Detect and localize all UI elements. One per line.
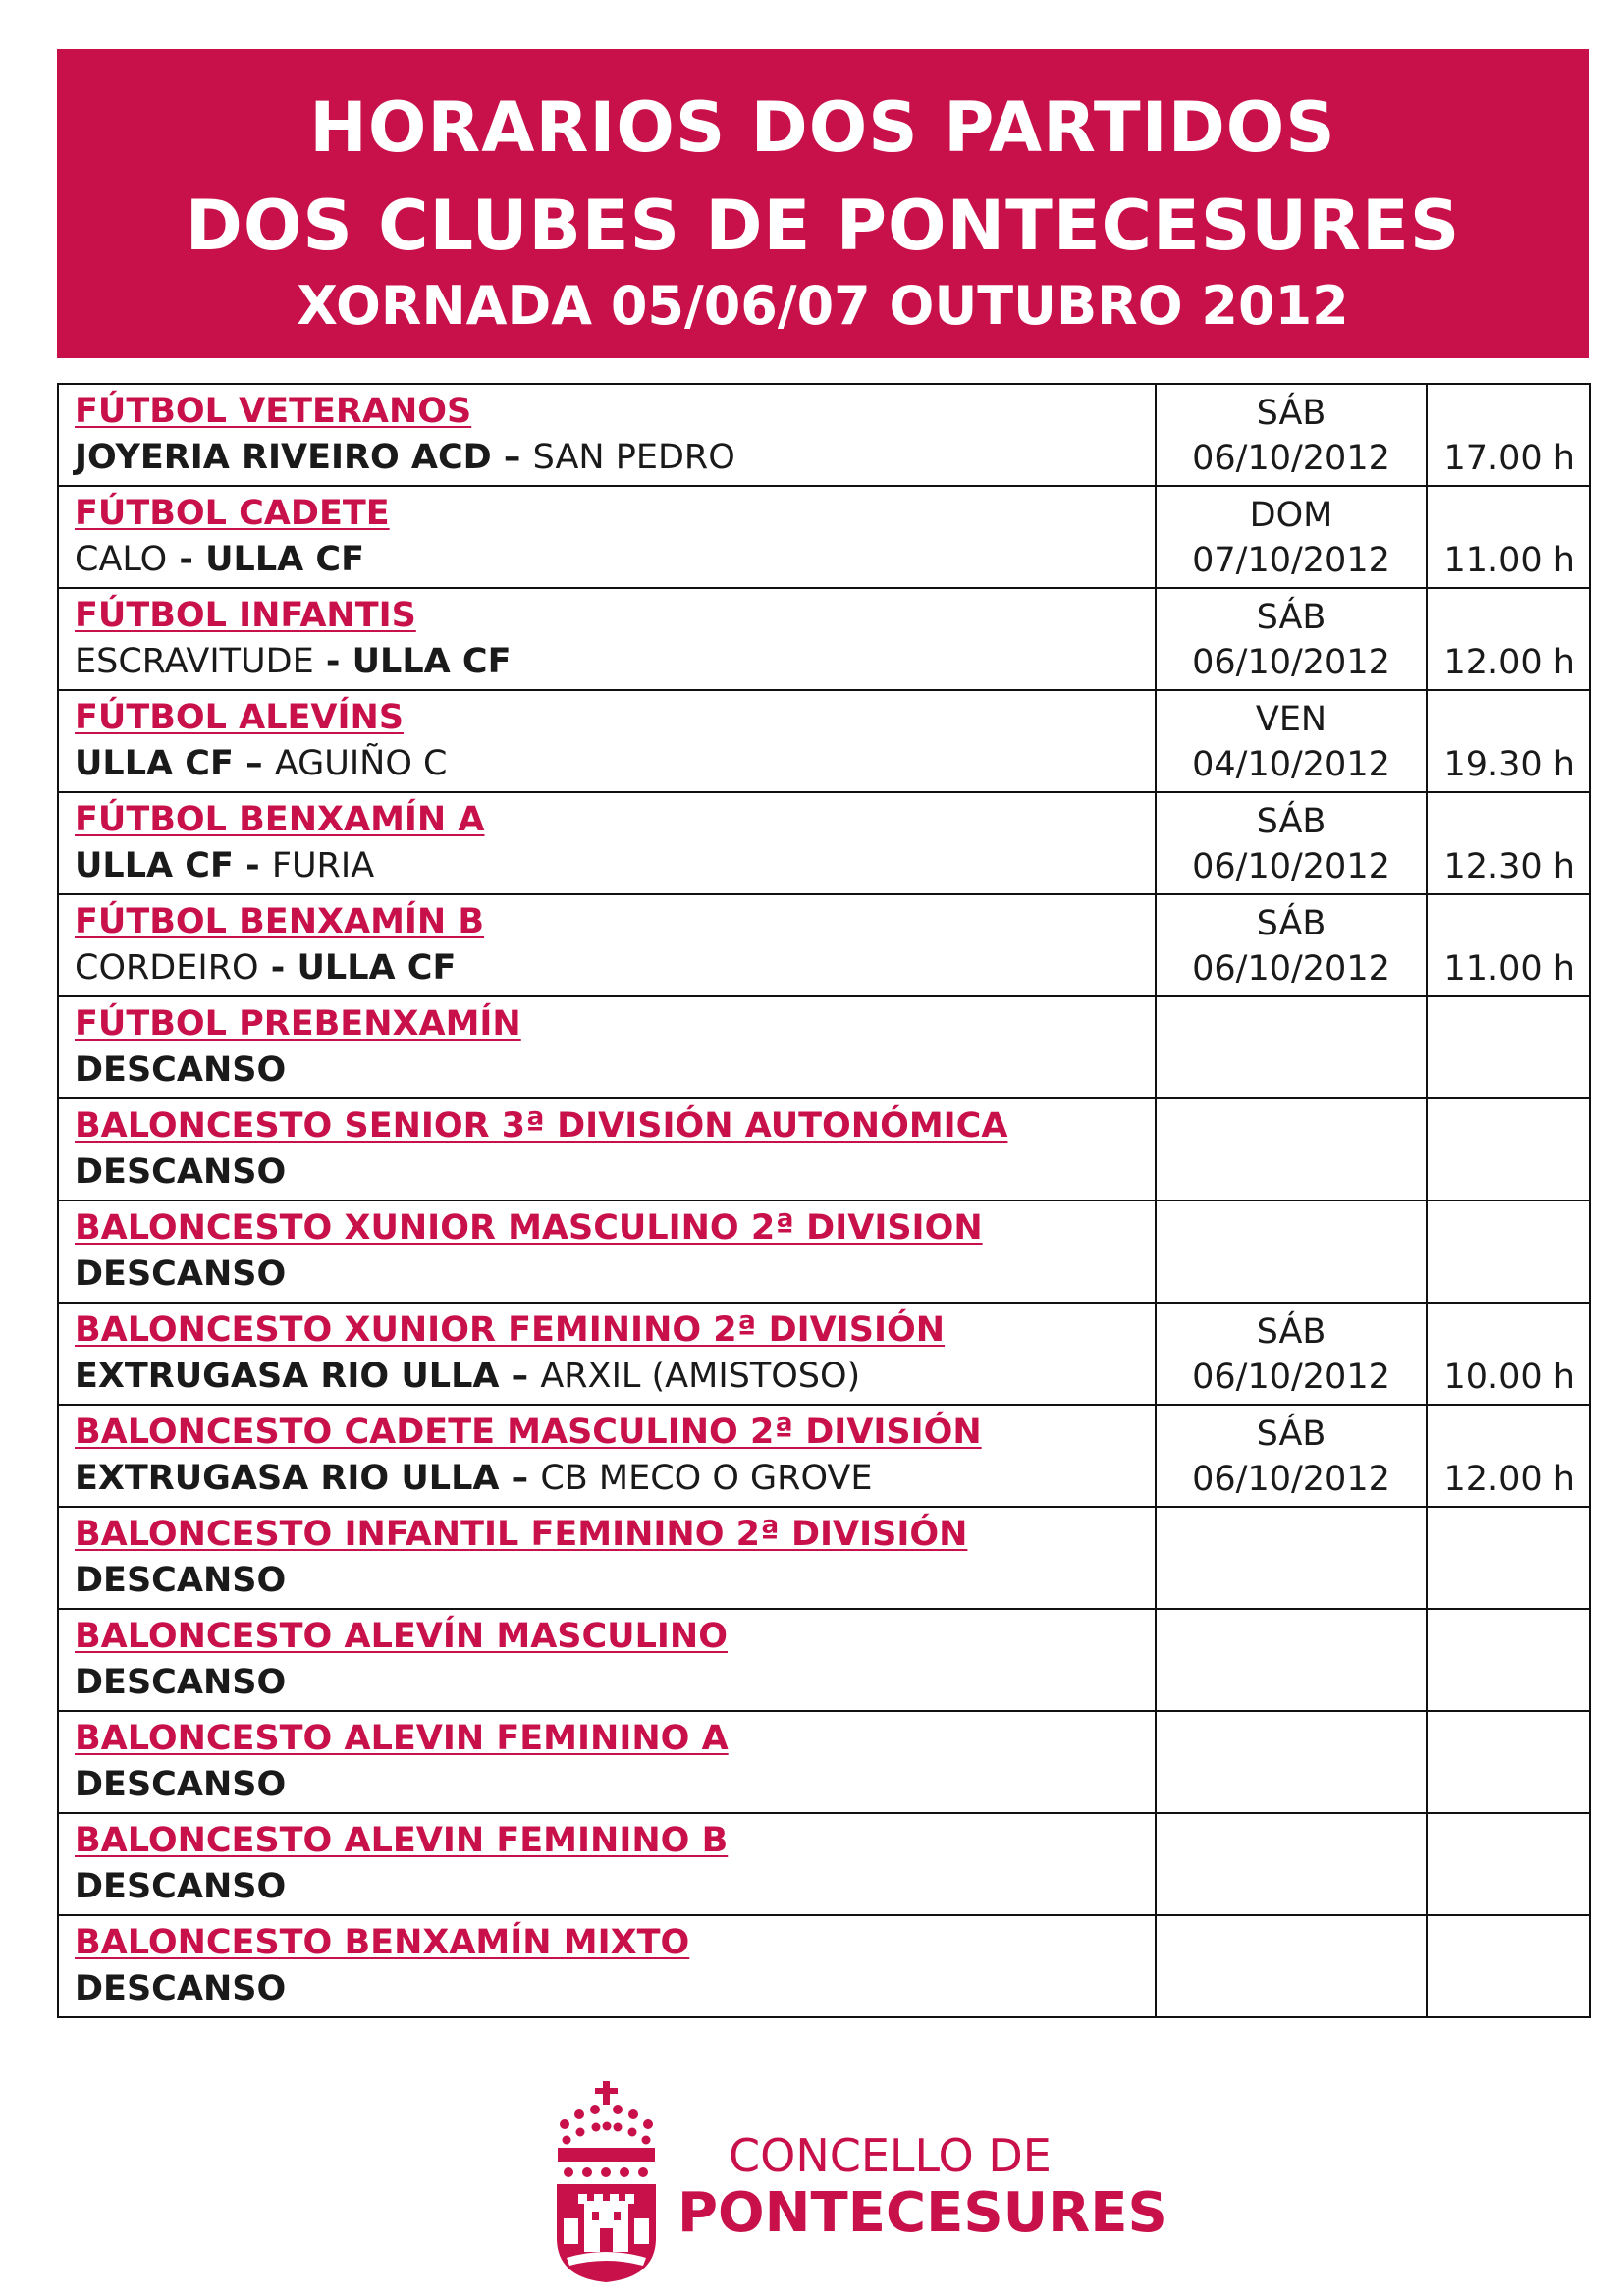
- away-team: ARXIL (AMISTOSO): [540, 1357, 861, 1396]
- match-teams: [75, 1965, 1155, 2012]
- header-banner: [57, 49, 1589, 358]
- match-time: 12.00 h: [1443, 1460, 1575, 1499]
- away-team: AGUIÑO C: [274, 744, 448, 783]
- match-teams: [75, 1557, 1155, 1604]
- category-label: FÚTBOL VETERANOS: [75, 392, 472, 431]
- match-cell: [58, 1405, 1156, 1507]
- time-cell: [1427, 1609, 1590, 1711]
- match-teams: [75, 638, 1155, 685]
- match-time: [1428, 1814, 1589, 1865]
- match-cell: [58, 1507, 1156, 1609]
- date-cell: [1156, 1405, 1427, 1507]
- time-cell: [1427, 996, 1590, 1098]
- category-label: BALONCESTO BENXAMÍN MIXTO: [75, 1923, 690, 1962]
- match-day: [1157, 1712, 1426, 1718]
- home-team: DESCANSO: [75, 1765, 287, 1804]
- date-cell: [1156, 1201, 1427, 1303]
- match-teams: [75, 842, 1155, 889]
- match-row: [58, 1098, 1590, 1201]
- match-cell: [58, 1711, 1156, 1813]
- match-cell: [58, 996, 1156, 1098]
- home-team: DESCANSO: [75, 1969, 287, 2008]
- match-teams: [75, 1251, 1155, 1298]
- time-cell: [1427, 1507, 1590, 1609]
- match-day: SÁB: [1256, 598, 1326, 637]
- date-cell: [1156, 894, 1427, 996]
- date-cell: [1156, 1915, 1427, 2017]
- match-time: [1428, 1610, 1589, 1661]
- home-team: ULLA CF: [75, 744, 234, 783]
- match-cell: [58, 1915, 1156, 2017]
- category-label: FÚTBOL BENXAMÍN B: [75, 902, 485, 941]
- category-label: BALONCESTO CADETE MASCULINO 2ª DIVISIÓN: [75, 1413, 982, 1452]
- match-teams: [75, 536, 1155, 583]
- time-cell: [1427, 486, 1590, 588]
- match-row: [58, 1609, 1590, 1711]
- match-cell: [58, 588, 1156, 690]
- match-row: [58, 690, 1590, 792]
- match-row: [58, 1915, 1590, 2017]
- match-time: [1428, 1508, 1589, 1559]
- match-day: VEN: [1255, 700, 1327, 739]
- home-team: DESCANSO: [75, 1050, 287, 1090]
- match-cell: [58, 1813, 1156, 1915]
- date-cell: [1156, 1609, 1427, 1711]
- match-day: SÁB: [1256, 1312, 1326, 1352]
- match-date: 06/10/2012: [1192, 643, 1390, 682]
- match-date: 06/10/2012: [1192, 949, 1390, 988]
- match-time: [1428, 997, 1589, 1048]
- match-date: 07/10/2012: [1192, 541, 1390, 580]
- subtitle: XORNADA 05/06/07 OUTUBRO 2012: [297, 275, 1349, 337]
- match-day: SÁB: [1256, 1415, 1326, 1454]
- match-day: [1157, 1099, 1426, 1105]
- team-separator: –: [499, 1357, 541, 1396]
- category-label: BALONCESTO XUNIOR FEMININO 2ª DIVISIÓN: [75, 1310, 946, 1350]
- match-row: [58, 1405, 1590, 1507]
- team-separator: -: [167, 540, 206, 579]
- municipal-crest-icon: [555, 2081, 658, 2282]
- match-day: SÁB: [1256, 802, 1326, 841]
- match-day: [1157, 997, 1426, 1003]
- team-separator: –: [499, 1459, 541, 1498]
- match-day: SÁB: [1256, 904, 1326, 943]
- away-team: ULLA CF: [205, 540, 364, 579]
- team-separator: -: [258, 948, 298, 988]
- category-label: BALONCESTO ALEVIN FEMININO B: [75, 1821, 729, 1860]
- away-team: ULLA CF: [297, 948, 457, 988]
- away-team: FURIA: [271, 846, 375, 885]
- away-team: SAN PEDRO: [532, 438, 735, 477]
- time-cell: [1427, 1405, 1590, 1507]
- home-team: CORDEIRO: [75, 948, 259, 988]
- match-cell: [58, 1098, 1156, 1201]
- team-separator: -: [313, 642, 352, 681]
- match-teams: [75, 740, 1155, 787]
- home-team: DESCANSO: [75, 1255, 287, 1294]
- category-label: FÚTBOL BENXAMÍN A: [75, 800, 485, 839]
- time-cell: [1427, 690, 1590, 792]
- time-cell: [1427, 384, 1590, 486]
- category-label: FÚTBOL CADETE: [75, 494, 390, 533]
- match-time: 10.00 h: [1443, 1358, 1575, 1397]
- match-cell: [58, 1609, 1156, 1711]
- match-row: [58, 894, 1590, 996]
- match-time: 17.00 h: [1443, 439, 1575, 478]
- time-cell: [1427, 1813, 1590, 1915]
- category-label: FÚTBOL ALEVÍNS: [75, 698, 405, 737]
- match-teams: [75, 1148, 1155, 1196]
- match-teams: [75, 1659, 1155, 1706]
- match-teams: [75, 1353, 1155, 1400]
- category-label: FÚTBOL PREBENXAMÍN: [75, 1004, 521, 1043]
- match-teams: [75, 1863, 1155, 1910]
- schedule-table: [57, 383, 1591, 2018]
- date-cell: [1156, 384, 1427, 486]
- match-day: SÁB: [1256, 394, 1326, 433]
- match-row: [58, 1201, 1590, 1303]
- date-cell: [1156, 1098, 1427, 1201]
- footer-line-1: CONCELLO DE: [729, 2129, 1052, 2182]
- time-cell: [1427, 1201, 1590, 1303]
- match-time: [1428, 1201, 1589, 1253]
- home-team: ULLA CF: [75, 846, 234, 885]
- date-cell: [1156, 996, 1427, 1098]
- match-teams: [75, 944, 1155, 991]
- match-teams: [75, 1761, 1155, 1808]
- match-date: 06/10/2012: [1192, 1358, 1390, 1397]
- match-cell: [58, 384, 1156, 486]
- match-cell: [58, 792, 1156, 894]
- category-label: BALONCESTO XUNIOR MASCULINO 2ª DIVISION: [75, 1208, 983, 1248]
- match-time: [1428, 1712, 1589, 1763]
- home-team: DESCANSO: [75, 1867, 287, 1906]
- time-cell: [1427, 1915, 1590, 2017]
- title-line-1: HORARIOS DOS PARTIDOS: [309, 87, 1336, 168]
- match-row: [58, 486, 1590, 588]
- match-cell: [58, 486, 1156, 588]
- date-cell: [1156, 1813, 1427, 1915]
- match-cell: [58, 690, 1156, 792]
- match-day: [1157, 1814, 1426, 1820]
- home-team: DESCANSO: [75, 1663, 287, 1702]
- date-cell: [1156, 1303, 1427, 1405]
- match-day: [1157, 1916, 1426, 1922]
- time-cell: [1427, 894, 1590, 996]
- match-cell: [58, 894, 1156, 996]
- category-label: BALONCESTO SENIOR 3ª DIVISIÓN AUTONÓMICA: [75, 1106, 1008, 1146]
- match-day: [1157, 1201, 1426, 1207]
- time-cell: [1427, 1711, 1590, 1813]
- match-row: [58, 384, 1590, 486]
- match-teams: [75, 1455, 1155, 1502]
- match-day: DOM: [1249, 496, 1333, 535]
- match-time: 12.30 h: [1443, 847, 1575, 886]
- team-separator: –: [233, 744, 275, 783]
- category-label: BALONCESTO INFANTIL FEMININO 2ª DIVISIÓN: [75, 1515, 968, 1554]
- match-time: 19.30 h: [1443, 745, 1575, 784]
- match-row: [58, 588, 1590, 690]
- match-date: 06/10/2012: [1192, 1460, 1390, 1499]
- time-cell: [1427, 792, 1590, 894]
- home-team: ESCRAVITUDE: [75, 642, 314, 681]
- match-teams: [75, 434, 1155, 481]
- match-row: [58, 1507, 1590, 1609]
- home-team: DESCANSO: [75, 1152, 287, 1192]
- match-time: [1428, 1099, 1589, 1150]
- away-team: ULLA CF: [352, 642, 512, 681]
- date-cell: [1156, 486, 1427, 588]
- team-separator: –: [491, 438, 533, 477]
- date-cell: [1156, 1711, 1427, 1813]
- match-time: 11.00 h: [1443, 541, 1575, 580]
- match-row: [58, 1813, 1590, 1915]
- time-cell: [1427, 588, 1590, 690]
- match-time: 12.00 h: [1443, 643, 1575, 682]
- match-row: [58, 1303, 1590, 1405]
- match-row: [58, 1711, 1590, 1813]
- home-team: EXTRUGASA RIO ULLA: [75, 1459, 500, 1498]
- match-cell: [58, 1201, 1156, 1303]
- match-date: 06/10/2012: [1192, 847, 1390, 886]
- team-separator: -: [233, 846, 272, 885]
- match-date: 04/10/2012: [1192, 745, 1390, 784]
- category-label: FÚTBOL INFANTIS: [75, 596, 416, 635]
- match-date: 06/10/2012: [1192, 439, 1390, 478]
- match-teams: [75, 1046, 1155, 1094]
- away-team: CB MECO O GROVE: [540, 1459, 873, 1498]
- category-label: BALONCESTO ALEVIN FEMININO A: [75, 1719, 729, 1758]
- match-time: 11.00 h: [1443, 949, 1575, 988]
- home-team: CALO: [75, 540, 168, 579]
- date-cell: [1156, 690, 1427, 792]
- match-time: [1428, 1916, 1589, 1967]
- home-team: DESCANSO: [75, 1561, 287, 1600]
- match-cell: [58, 1303, 1156, 1405]
- home-team: EXTRUGASA RIO ULLA: [75, 1357, 500, 1396]
- match-row: [58, 792, 1590, 894]
- date-cell: [1156, 588, 1427, 690]
- footer-brand: [677, 2130, 1167, 2246]
- title-line-2: DOS CLUBES DE PONTECESURES: [185, 186, 1461, 266]
- date-cell: [1156, 792, 1427, 894]
- home-team: JOYERIA RIVEIRO ACD: [75, 438, 492, 477]
- footer-line-2: PONTECESURES: [677, 2181, 1167, 2245]
- time-cell: [1427, 1303, 1590, 1405]
- match-row: [58, 996, 1590, 1098]
- time-cell: [1427, 1098, 1590, 1201]
- category-label: BALONCESTO ALEVÍN MASCULINO: [75, 1617, 728, 1656]
- match-day: [1157, 1610, 1426, 1616]
- match-day: [1157, 1508, 1426, 1514]
- date-cell: [1156, 1507, 1427, 1609]
